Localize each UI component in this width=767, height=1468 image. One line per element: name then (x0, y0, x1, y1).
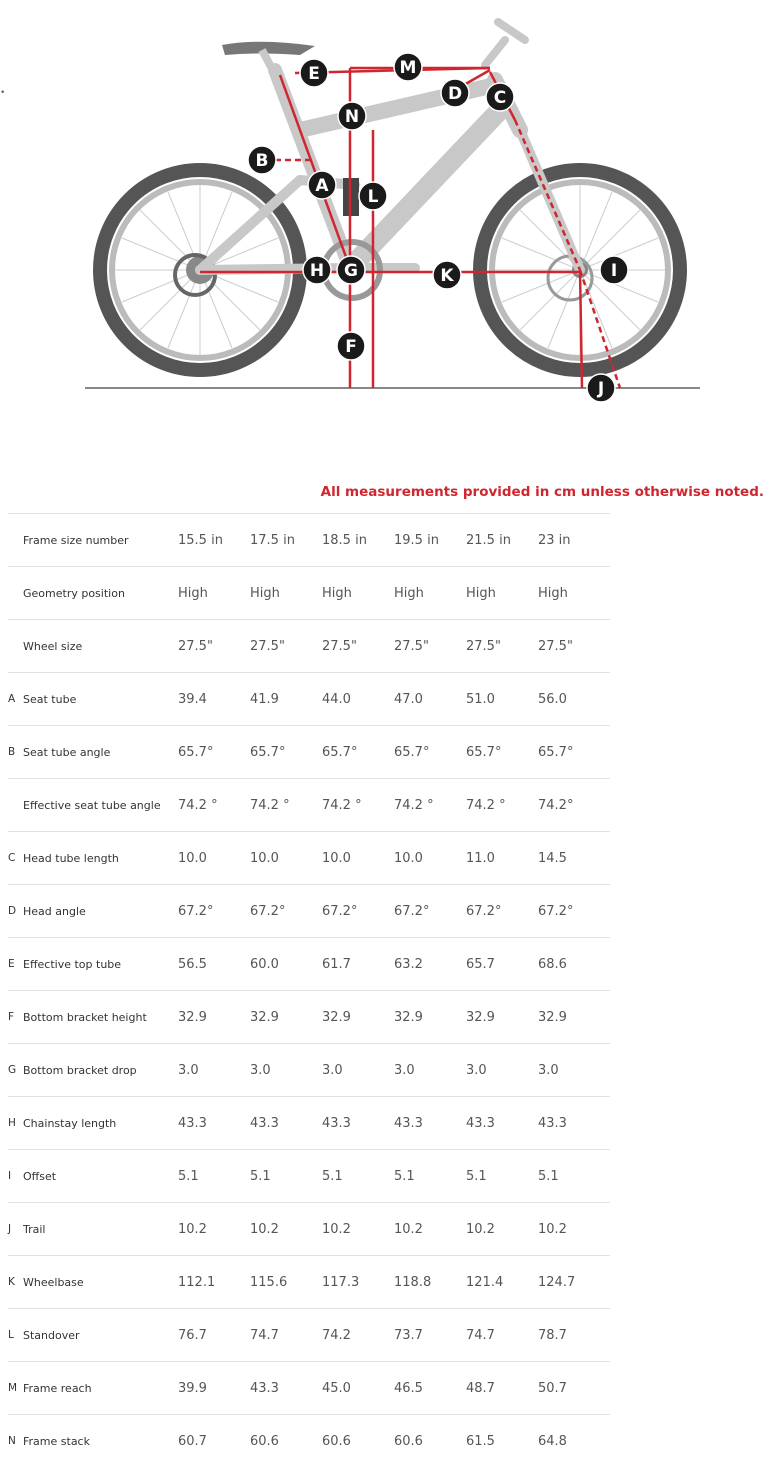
row-label: Frame size number (23, 533, 129, 547)
row-letter: C (8, 852, 16, 864)
row-value: High (394, 585, 424, 601)
row-letter: F (8, 1011, 15, 1023)
row-value: High (538, 585, 568, 601)
row-value: 47.0 (394, 691, 423, 707)
table-row (8, 1362, 610, 1415)
row-label: Chainstay length (23, 1116, 117, 1130)
table-row (8, 726, 610, 779)
row-value: 10.2 (538, 1221, 567, 1237)
marker-k (433, 261, 461, 289)
table-row (8, 938, 610, 991)
row-value: 5.1 (466, 1168, 487, 1184)
row-value: 61.7 (322, 956, 351, 972)
marker-d (441, 79, 469, 107)
row-value: 17.5 in (250, 532, 295, 548)
row-value: 68.6 (538, 956, 567, 972)
table-row (8, 1309, 610, 1362)
row-value: 11.0 (466, 850, 495, 866)
row-letter: K (8, 1276, 15, 1288)
row-value: 74.2 (322, 1327, 351, 1343)
svg-text:H: H (309, 261, 325, 281)
row-value: 44.0 (322, 691, 351, 707)
row-letter: B (8, 746, 16, 758)
geometry-table (8, 513, 610, 1468)
row-value: 32.9 (178, 1009, 207, 1025)
marker-a (308, 171, 336, 199)
row-value: 39.4 (178, 691, 207, 707)
row-letter: H (8, 1117, 16, 1129)
row-value: High (250, 585, 280, 601)
row-value: 74.2 ° (250, 797, 290, 813)
svg-text:C: C (493, 88, 507, 108)
row-value: 46.5 (394, 1380, 423, 1396)
row-value: 43.3 (538, 1115, 567, 1131)
row-value: 32.9 (394, 1009, 423, 1025)
row-value: 43.3 (322, 1115, 351, 1131)
row-value: 32.9 (538, 1009, 567, 1025)
row-letter: D (8, 905, 17, 917)
row-value: 67.2° (538, 903, 574, 919)
table-row (8, 673, 610, 726)
marker-b (248, 146, 276, 174)
svg-text:K: K (440, 266, 454, 286)
row-value: 56.5 (178, 956, 207, 972)
row-value: 41.9 (250, 691, 279, 707)
marker-m (394, 53, 422, 81)
table-row (8, 1150, 610, 1203)
row-value: 65.7° (538, 744, 574, 760)
row-value: High (322, 585, 352, 601)
row-value: 10.0 (250, 850, 279, 866)
table-row (8, 832, 610, 885)
row-value: 27.5" (538, 638, 573, 654)
row-value: 124.7 (538, 1274, 576, 1290)
row-value: 74.2° (538, 797, 574, 813)
row-value: 64.8 (538, 1433, 567, 1449)
row-letter: M (8, 1382, 18, 1394)
table-row (8, 779, 610, 832)
row-value: 117.3 (322, 1274, 360, 1290)
table-row (8, 1044, 610, 1097)
row-value: High (178, 585, 208, 601)
edge-mark-top: • (0, 88, 6, 98)
table-row (8, 514, 610, 567)
row-value: 3.0 (538, 1062, 559, 1078)
marker-i (600, 256, 628, 284)
row-value: 74.2 ° (394, 797, 434, 813)
table-row (8, 1256, 610, 1309)
row-value: 115.6 (250, 1274, 288, 1290)
svg-text:L: L (367, 187, 379, 207)
table-row (8, 1415, 610, 1468)
row-value: 3.0 (250, 1062, 271, 1078)
row-value: 3.0 (322, 1062, 343, 1078)
row-label: Seat tube angle (23, 745, 111, 759)
row-value: 27.5" (178, 638, 213, 654)
row-value: 121.4 (466, 1274, 504, 1290)
row-value: 43.3 (250, 1380, 279, 1396)
row-value: 65.7° (466, 744, 502, 760)
row-value: 60.6 (394, 1433, 423, 1449)
table-row (8, 620, 610, 673)
row-letter (8, 779, 23, 832)
row-letter: A (8, 693, 16, 705)
row-value: 10.2 (178, 1221, 207, 1237)
svg-text:A: A (315, 176, 329, 196)
row-value: 10.2 (250, 1221, 279, 1237)
row-value: 67.2° (466, 903, 502, 919)
row-value: 10.0 (322, 850, 351, 866)
row-label: Frame reach (23, 1381, 92, 1395)
row-value: 43.3 (178, 1115, 207, 1131)
row-value: 48.7 (466, 1380, 495, 1396)
row-value: 60.7 (178, 1433, 207, 1449)
svg-text:I: I (610, 261, 618, 281)
marker-j (587, 374, 615, 402)
row-value: 27.5" (394, 638, 429, 654)
row-value: 27.5" (250, 638, 285, 654)
svg-text:M: M (399, 58, 417, 78)
row-value: 3.0 (178, 1062, 199, 1078)
row-value: 78.7 (538, 1327, 567, 1343)
row-value: 67.2° (178, 903, 214, 919)
saddle (222, 42, 315, 55)
row-value: 27.5" (322, 638, 357, 654)
row-value: 67.2° (394, 903, 430, 919)
row-value: 63.2 (394, 956, 423, 972)
row-label: Frame stack (23, 1434, 90, 1448)
row-value: 74.7 (250, 1327, 279, 1343)
row-value: 65.7° (250, 744, 286, 760)
row-letter: G (8, 1064, 17, 1076)
row-value: 27.5" (466, 638, 501, 654)
row-value: 65.7° (178, 744, 214, 760)
row-value: High (466, 585, 496, 601)
row-value: 14.5 (538, 850, 567, 866)
row-value: 73.7 (394, 1327, 423, 1343)
row-value: 43.3 (394, 1115, 423, 1131)
row-label: Offset (23, 1169, 57, 1183)
row-value: 3.0 (466, 1062, 487, 1078)
row-value: 118.8 (394, 1274, 432, 1290)
table-row (8, 885, 610, 938)
row-letter: L (8, 1329, 14, 1341)
row-value: 76.7 (178, 1327, 207, 1343)
svg-text:N: N (344, 107, 360, 127)
row-letter (8, 567, 23, 620)
row-value: 61.5 (466, 1433, 495, 1449)
row-letter: E (8, 958, 15, 970)
marker-l (359, 182, 387, 210)
row-value: 5.1 (250, 1168, 271, 1184)
row-value: 10.0 (178, 850, 207, 866)
row-value: 10.2 (466, 1221, 495, 1237)
row-value: 112.1 (178, 1274, 216, 1290)
table-row (8, 1203, 610, 1256)
row-value: 74.2 ° (322, 797, 362, 813)
row-label: Head tube length (23, 851, 119, 865)
row-label: Standover (23, 1328, 80, 1342)
row-letter: I (8, 1170, 12, 1182)
row-value: 5.1 (322, 1168, 343, 1184)
row-label: Trail (23, 1222, 46, 1236)
row-letter: J (8, 1223, 12, 1235)
row-value: 19.5 in (394, 532, 439, 548)
row-label: Head angle (23, 904, 86, 918)
bike-geometry-diagram (0, 0, 767, 420)
row-letter (8, 514, 23, 567)
row-value: 67.2° (250, 903, 286, 919)
row-label: Geometry position (23, 586, 125, 600)
row-value: 65.7° (394, 744, 430, 760)
row-value: 43.3 (250, 1115, 279, 1131)
svg-text:G: G (344, 261, 358, 281)
row-value: 50.7 (538, 1380, 567, 1396)
row-value: 67.2° (322, 903, 358, 919)
row-value: 45.0 (322, 1380, 351, 1396)
svg-text:J: J (597, 379, 605, 399)
row-value: 43.3 (466, 1115, 495, 1131)
row-value: 5.1 (178, 1168, 199, 1184)
row-value: 23 in (538, 532, 571, 548)
row-label: Bottom bracket height (23, 1010, 147, 1024)
table-row (8, 1097, 610, 1150)
row-value: 32.9 (250, 1009, 279, 1025)
marker-h (303, 256, 331, 284)
row-value: 74.2 ° (466, 797, 506, 813)
row-value: 3.0 (394, 1062, 415, 1078)
svg-text:E: E (308, 64, 320, 84)
marker-n (338, 102, 366, 130)
row-value: 39.9 (178, 1380, 207, 1396)
row-value: 60.0 (250, 956, 279, 972)
row-value: 60.6 (250, 1433, 279, 1449)
marker-f (337, 332, 365, 360)
row-value: 74.7 (466, 1327, 495, 1343)
row-value: 32.9 (466, 1009, 495, 1025)
row-value: 10.2 (394, 1221, 423, 1237)
row-label: Effective top tube (23, 957, 122, 971)
handlebar (485, 22, 525, 65)
row-value: 65.7 (466, 956, 495, 972)
row-label: Wheel size (23, 639, 83, 653)
row-value: 18.5 in (322, 532, 367, 548)
row-letter (8, 620, 23, 673)
row-value: 74.2 ° (178, 797, 218, 813)
svg-text:D: D (447, 84, 463, 104)
row-value: 5.1 (394, 1168, 415, 1184)
table-row (8, 991, 610, 1044)
marker-c (486, 83, 514, 111)
svg-text:B: B (255, 151, 269, 171)
row-value: 21.5 in (466, 532, 511, 548)
measurements-note: All measurements provided in cm unless otherwise noted. (320, 484, 764, 500)
row-label: Seat tube (23, 692, 77, 706)
row-label: Bottom bracket drop (23, 1063, 137, 1077)
row-value: 65.7° (322, 744, 358, 760)
row-value: 60.6 (322, 1433, 351, 1449)
row-label: Wheelbase (23, 1275, 84, 1289)
svg-text:F: F (345, 337, 357, 357)
marker-e (300, 59, 328, 87)
row-value: 10.0 (394, 850, 423, 866)
row-value: 15.5 in (178, 532, 223, 548)
row-label: Effective seat tube angle (23, 798, 161, 812)
row-value: 56.0 (538, 691, 567, 707)
row-letter: N (8, 1435, 16, 1448)
row-value: 51.0 (466, 691, 495, 707)
table-row (8, 567, 610, 620)
row-value: 5.1 (538, 1168, 559, 1184)
row-value: 32.9 (322, 1009, 351, 1025)
marker-g (337, 256, 365, 284)
row-value: 10.2 (322, 1221, 351, 1237)
